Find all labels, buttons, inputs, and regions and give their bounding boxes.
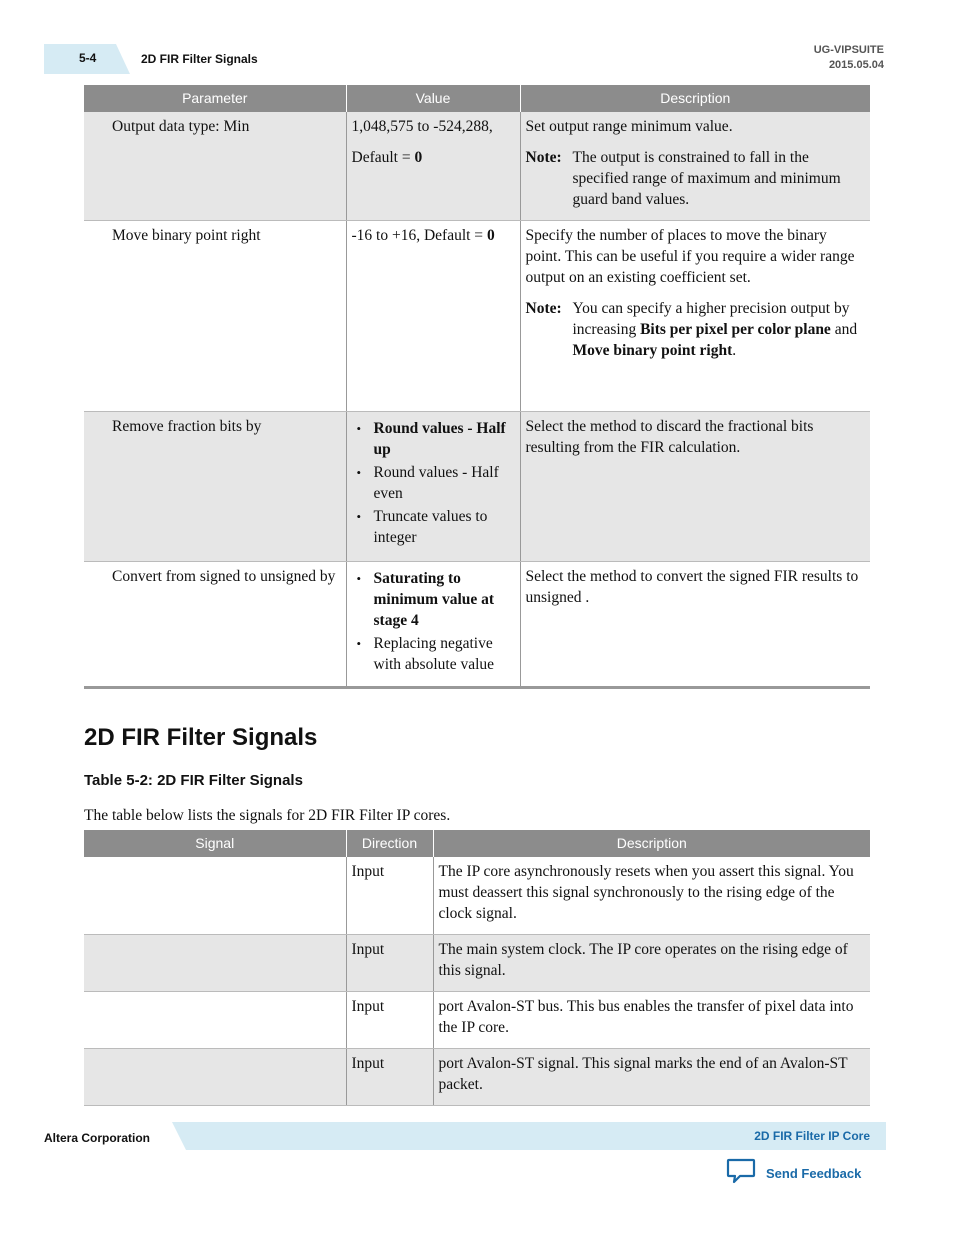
list-item: • Saturating to minimum value at stage 4 (374, 568, 516, 631)
send-feedback-label: Send Feedback (766, 1166, 862, 1181)
col-header-direction: Direction (346, 830, 433, 857)
parameter-table (84, 85, 870, 689)
footer-company: Altera Corporation (44, 1131, 151, 1145)
value-cell (346, 412, 520, 562)
footer-chapter: 2D FIR Filter IP Core (754, 1129, 870, 1143)
table-row (84, 412, 870, 562)
col-header-value: Value (346, 85, 520, 112)
signal-cell (84, 935, 346, 992)
value-cell: -16 to +16, Default = 0 (346, 221, 520, 412)
col-header-parameter: Parameter (84, 85, 346, 112)
value-default: Default = 0 (351, 149, 423, 166)
table-header-row (84, 85, 870, 112)
desc-cell: Select the method to discard the fractional bits resulting from the FIR calculation. (520, 412, 870, 562)
note-text: You can specify a higher precision output by increasing Bits per pixel per color plane and Move binary point right. (572, 300, 858, 359)
desc-cell: The main system clock. The IP core operates on the rising edge of this signal. (433, 935, 870, 992)
signal-cell (84, 1049, 346, 1106)
list-item: • Round values - Half even (374, 462, 516, 504)
page-number: 5-4 (79, 51, 97, 65)
speech-bubble-icon (726, 1158, 756, 1189)
send-feedback-link[interactable] (726, 1158, 861, 1189)
table-row (84, 221, 870, 412)
direction-cell: Input (346, 857, 433, 935)
intro-text: The table below lists the signals for 2D FIR Filter IP cores. (84, 807, 451, 824)
desc-cell: The IP core asynchronously resets when you assert this signal. You must deassert this signal synchronously to the rising edge of the clock signal. (433, 857, 870, 935)
value-cell (346, 112, 520, 221)
param-cell: Output data type: Min (84, 112, 346, 221)
doc-date: 2015.05.04 (828, 59, 884, 71)
note-label: Note: (525, 149, 562, 166)
desc-text: Specify the number of places to move the binary point. This can be useful if you require a wider range output on an existing coefficient set. (525, 227, 855, 286)
table-row (84, 857, 870, 935)
value-list (352, 568, 516, 675)
signal-cell (84, 992, 346, 1049)
direction-cell: Input (346, 935, 433, 992)
desc-text: Set output range minimum value. (525, 118, 733, 135)
desc-cell: port Avalon-ST bus. This bus enables the transfer of pixel data into the IP core. (433, 992, 870, 1049)
table-caption: Table 5-2: 2D FIR Filter Signals (84, 772, 303, 789)
signals-table (84, 830, 870, 1106)
value-cell (346, 562, 520, 688)
note (526, 147, 867, 210)
table-row (84, 562, 870, 688)
value-list (352, 418, 516, 548)
direction-cell: Input (346, 1049, 433, 1106)
note (526, 298, 867, 361)
value-range: 1,048,575 to -524,288, (351, 118, 493, 135)
doc-id: UG-VIPSUITE (813, 44, 884, 56)
table-row (84, 935, 870, 992)
direction-cell: Input (346, 992, 433, 1049)
list-item: • Replacing negative with absolute value (374, 633, 516, 675)
list-item: • Truncate values to integer (374, 506, 516, 548)
col-header-description: Description (433, 830, 870, 857)
note-label: Note: (525, 300, 562, 317)
doc-info (814, 43, 884, 73)
list-item: • Round values - Half up (374, 418, 516, 460)
desc-cell (520, 221, 870, 412)
desc-cell: Select the method to convert the signed FIR results to unsigned . (520, 562, 870, 688)
note-text: The output is constrained to fall in the specified range of maximum and minimum guard band values. (572, 149, 841, 208)
running-header-title: 2D FIR Filter Signals (141, 52, 258, 66)
param-cell: Remove fraction bits by (84, 412, 346, 562)
param-cell: Move binary point right (84, 221, 346, 412)
desc-cell: port Avalon-ST signal. This signal marks the end of an Avalon-ST packet. (433, 1049, 870, 1106)
signal-cell (84, 857, 346, 935)
col-header-signal: Signal (84, 830, 346, 857)
desc-cell (520, 112, 870, 221)
param-cell: Convert from signed to unsigned by (84, 562, 346, 688)
col-header-description: Description (520, 85, 870, 112)
table-row (84, 992, 870, 1049)
table-row (84, 1049, 870, 1106)
table-row (84, 112, 870, 221)
table-header-row (84, 830, 870, 857)
section-heading: 2D FIR Filter Signals (84, 724, 318, 751)
